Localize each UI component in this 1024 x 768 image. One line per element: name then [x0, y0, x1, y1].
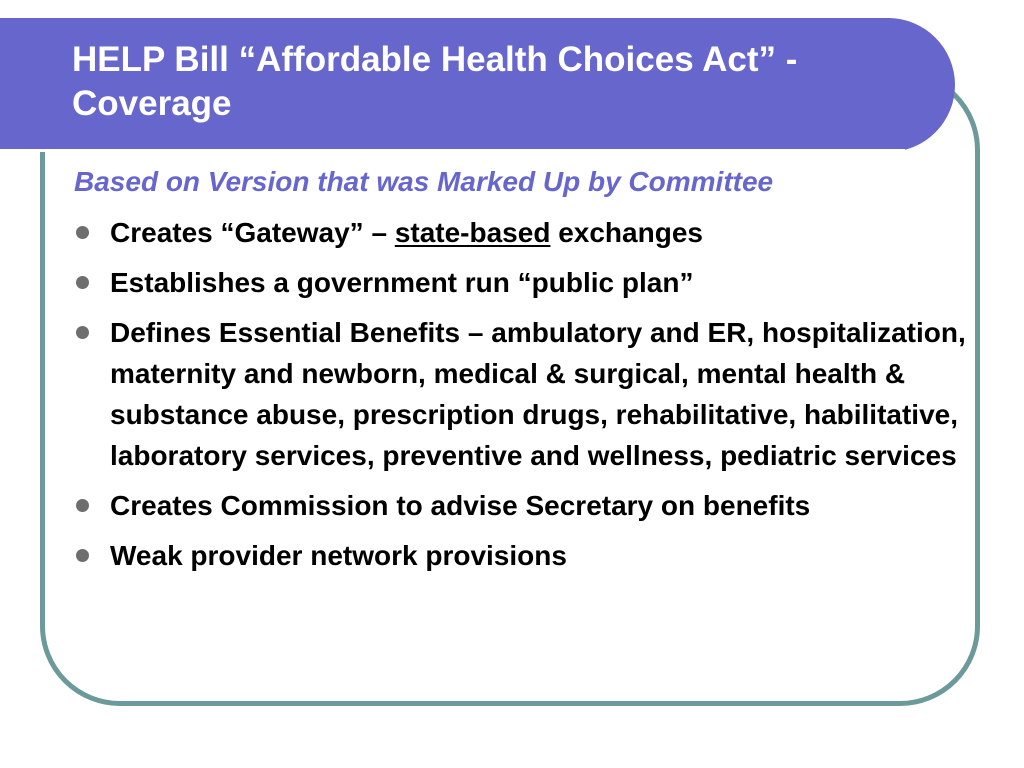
- bullet-text: Defines Essential Benefits – ambulatory and ER, hospitalization, maternity and newborn, medical & surgical, mental health & substance abuse, prescription drugs, rehabilitative, habilitative, laboratory services, preventive and wellness, pediatric services: [110, 317, 966, 471]
- bullet-dot-icon: [76, 326, 89, 339]
- bullet-item: [74, 485, 974, 526]
- slide-title: HELP Bill “Affordable Health Choices Act” - Coverage: [72, 40, 798, 123]
- bullet-text: Creates “Gateway” –: [110, 217, 395, 248]
- slide-subtitle: Based on Version that was Marked Up by Committee: [74, 166, 774, 197]
- bullet-text: Establishes a government run “public plan”: [110, 267, 694, 298]
- bullet-text: exchanges: [550, 217, 703, 248]
- bullet-text: Creates Commission to advise Secretary on benefits: [110, 490, 811, 521]
- bullet-text: Weak provider network provisions: [110, 540, 567, 571]
- bullet-dot-icon: [76, 226, 89, 239]
- bullet-dot-icon: [76, 276, 89, 289]
- bullet-dot-icon: [76, 549, 89, 562]
- bullet-item: [74, 535, 974, 576]
- title-underline: [0, 149, 905, 152]
- bullet-emphasis: state-based: [394, 217, 551, 248]
- bullet-item: [74, 312, 974, 476]
- bullet-list: [74, 212, 974, 585]
- bullet-item: [74, 262, 974, 303]
- bullet-dot-icon: [76, 499, 89, 512]
- bullet-item: [74, 212, 974, 253]
